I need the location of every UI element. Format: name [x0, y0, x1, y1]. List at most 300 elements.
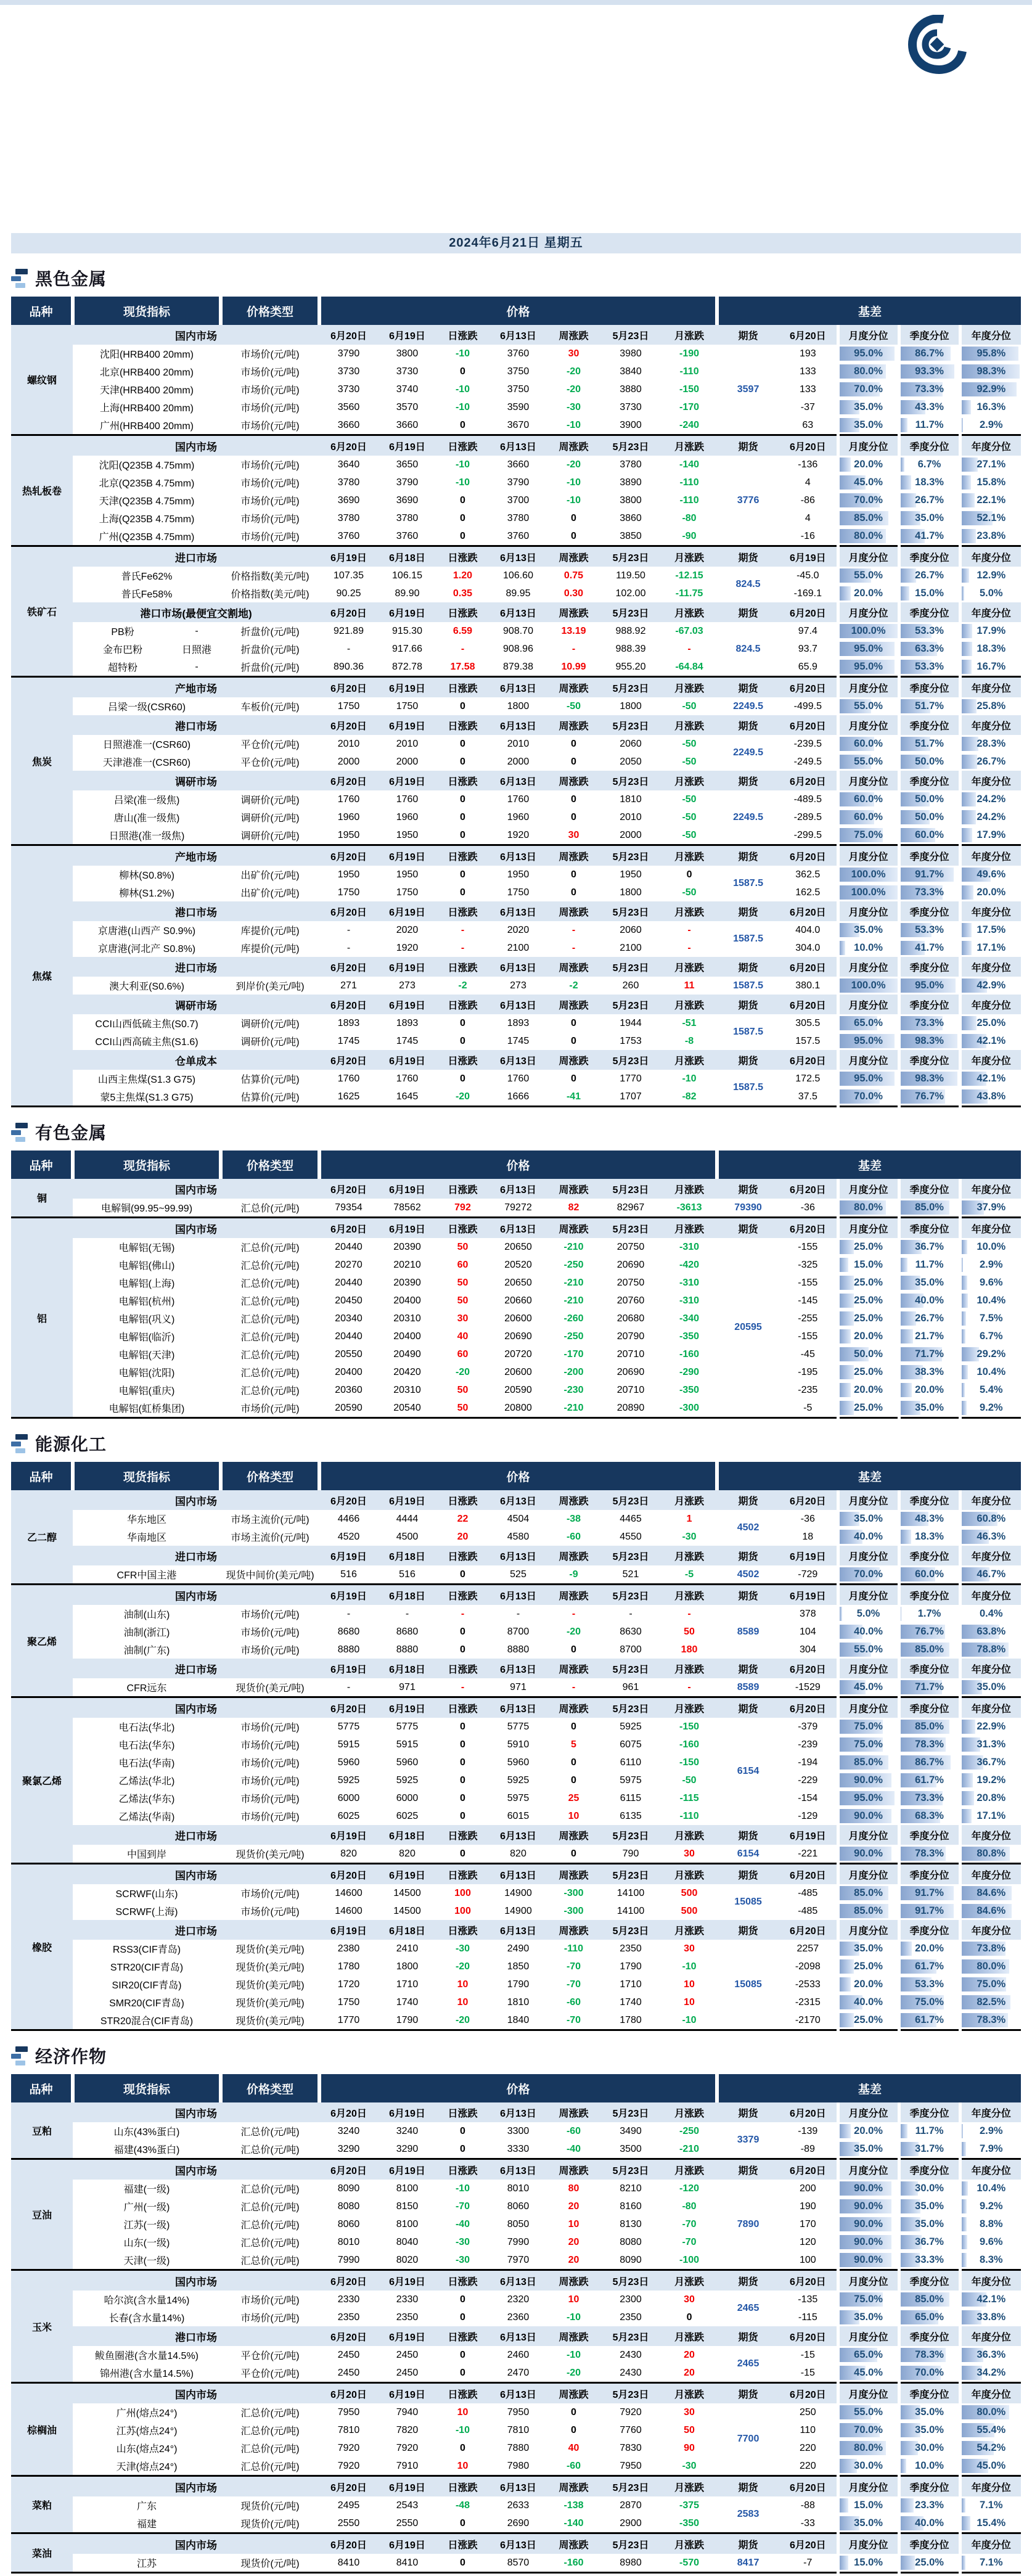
futures-cell: 20595 [717, 1238, 779, 1418]
change-cell: -20 [436, 1363, 489, 1381]
percentile-cell [960, 1789, 1021, 1807]
change-cell: 0 [436, 1641, 489, 1659]
indicator-cell: 油制(山东) [73, 1605, 221, 1623]
market-header-row [11, 677, 1021, 698]
percentile-cell [899, 2251, 960, 2270]
percentile-value: 78.8% [977, 1644, 1005, 1655]
percentile-cell [838, 1032, 899, 1050]
column-header: 6月20日 [779, 1050, 838, 1070]
basis-cell: 18 [779, 1528, 838, 1546]
percentile-value: 29.2% [977, 1348, 1005, 1360]
percentile-value: 100.0% [851, 887, 886, 898]
futures-cell: 15085 [717, 1884, 779, 1920]
percentile-value: 25.0% [854, 2014, 883, 2025]
percentile-cell [838, 1292, 899, 1310]
price-cell: 908.70 [489, 622, 547, 640]
percentile-bar [962, 400, 972, 414]
column-header: 5月23日 [600, 1920, 661, 1940]
percentile-value: 10.4% [977, 2183, 1005, 2194]
percentile-cell [960, 567, 1021, 585]
price-cell: 7760 [600, 2421, 661, 2439]
table-row [11, 1256, 1021, 1274]
price-cell: 20440 [319, 1274, 378, 1292]
column-header: 6月13日 [489, 1659, 547, 1678]
price-cell: 5960 [319, 1754, 378, 1771]
table-row [11, 491, 1021, 509]
change-cell: 50 [661, 1623, 717, 1641]
bullet-bar [15, 269, 28, 274]
change-cell: 40 [547, 2439, 600, 2457]
price-cell: 20750 [600, 1274, 661, 1292]
percentile-cell [899, 1014, 960, 1032]
percentile-value: 20.0% [915, 1384, 944, 1395]
percentile-cell [899, 2403, 960, 2421]
column-header: 日涨跌 [436, 677, 489, 698]
price-cell: 14600 [319, 1884, 378, 1902]
futures-cell: 4502 [717, 1510, 779, 1546]
column-header: 6月20日 [779, 957, 838, 977]
percentile-cell [899, 2011, 960, 2030]
table-row [11, 380, 1021, 398]
price-type-header: 价格类型 [221, 297, 319, 325]
futures-cell: 8417 [717, 2554, 779, 2573]
percentile-cell [960, 2514, 1021, 2533]
percentile-cell [960, 866, 1021, 884]
percentile-value: 73.3% [915, 384, 944, 395]
change-cell: 0 [436, 509, 489, 527]
percentile-bar [962, 457, 978, 472]
column-header: 期货 [717, 2159, 779, 2180]
percentile-cell [838, 474, 899, 491]
price-cell: 8880 [378, 1641, 436, 1659]
percentile-value: 40.0% [854, 1531, 883, 1542]
change-cell: 22 [436, 1510, 489, 1528]
price-cell: 1800 [489, 697, 547, 715]
change-cell: 0 [436, 735, 489, 753]
market-header-row [11, 1920, 1021, 1940]
percentile-value: 15.0% [854, 2557, 883, 2568]
change-cell: -70 [661, 2233, 717, 2251]
column-header: 季度分位 [899, 2476, 960, 2497]
column-header: 周涨跌 [547, 845, 600, 866]
table-row [11, 1014, 1021, 1032]
price-cell: 20760 [600, 1292, 661, 1310]
percentile-bar [962, 642, 973, 656]
column-header: 季度分位 [899, 1659, 960, 1678]
change-cell: -50 [547, 697, 600, 715]
change-cell: 0 [547, 1845, 600, 1864]
market-label: 国内市场 [73, 2533, 319, 2554]
column-header: 月度分位 [838, 435, 899, 456]
change-cell: 180 [661, 1641, 717, 1659]
price-cell: 5775 [378, 1718, 436, 1736]
percentile-cell [838, 1623, 899, 1641]
price-cell: 20270 [319, 1256, 378, 1274]
column-header: 季度分位 [899, 546, 960, 567]
price-cell: 20710 [600, 1345, 661, 1363]
change-cell: 0 [547, 790, 600, 808]
percentile-value: 70.0% [854, 494, 883, 506]
percentile-value: 71.7% [915, 1681, 944, 1692]
percentile-cell [838, 1884, 899, 1902]
table-row [11, 1032, 1021, 1050]
percentile-cell [838, 2011, 899, 2030]
price-cell: 1740 [378, 1993, 436, 2011]
price-cell: 7880 [489, 2439, 547, 2457]
price-cell: 516 [378, 1565, 436, 1585]
column-header: 月涨跌 [661, 2383, 717, 2404]
percentile-cell [899, 1292, 960, 1310]
column-header: 期货 [717, 677, 779, 698]
column-header: 日涨跌 [436, 1697, 489, 1718]
market-header-row [11, 325, 1021, 345]
indicator-cell: STR20(CIF青岛) [73, 1958, 221, 1975]
price-cell: 5925 [378, 1771, 436, 1789]
percentile-value: 90.0% [854, 2236, 883, 2247]
table-row [11, 1884, 1021, 1902]
percentile-cell [899, 1274, 960, 1292]
basis-header: 基差 [717, 297, 1021, 325]
table-row [11, 808, 1021, 826]
price-type-cell: 汇总价(元/吨) [221, 2421, 319, 2439]
change-cell: - [436, 939, 489, 957]
percentile-cell [899, 735, 960, 753]
percentile-cell [899, 363, 960, 380]
column-header: 期货 [717, 771, 779, 790]
percentile-value: 75.0% [854, 2294, 883, 2305]
column-header: 季度分位 [899, 901, 960, 921]
basis-cell: 304 [779, 1641, 838, 1659]
org-name: 兴业期货 [409, 153, 483, 172]
price-cell: 4500 [378, 1528, 436, 1546]
percentile-cell [838, 2364, 899, 2383]
percentile-cell [838, 939, 899, 957]
market-label: 进口市场 [73, 1659, 319, 1678]
change-cell: 0 [547, 866, 600, 884]
price-cell: 3760 [489, 527, 547, 546]
percentile-cell [899, 1807, 960, 1825]
change-cell: -100 [661, 2251, 717, 2270]
percentile-bar [840, 1401, 854, 1415]
percentile-value: 20.0% [854, 2125, 883, 2136]
price-cell: 8050 [489, 2215, 547, 2233]
percentile-bar [901, 418, 907, 432]
basis-cell: 157.5 [779, 1032, 838, 1050]
table-row [11, 2122, 1021, 2140]
table-row [11, 1528, 1021, 1546]
price-type-cell: 估算价(元/吨) [221, 1070, 319, 1088]
price-cell: 14100 [600, 1884, 661, 1902]
change-cell: - [436, 640, 489, 658]
percentile-value: 41.7% [915, 942, 944, 953]
indicator-cell: 电解铝(巩义) [73, 1310, 221, 1327]
column-header: 月涨跌 [661, 2270, 717, 2291]
variety-cell: 铁矿石 [11, 546, 73, 677]
percentile-cell [838, 1274, 899, 1292]
indicator-cell: 柳林(S0.8%) [73, 866, 221, 884]
percentile-value: 20.0% [854, 1384, 883, 1395]
change-cell: 30 [661, 1845, 717, 1864]
basis-cell: 250 [779, 2403, 838, 2421]
percentile-cell [838, 697, 899, 715]
price-cell: 1780 [600, 2011, 661, 2030]
percentile-value: 15.8% [977, 477, 1005, 488]
price-cell: 5975 [489, 1789, 547, 1807]
price-cell: 20650 [489, 1238, 547, 1256]
market-header-row [11, 2533, 1021, 2554]
column-header: 日涨跌 [436, 546, 489, 567]
percentile-cell [960, 2308, 1021, 2326]
column-header: 期货 [717, 845, 779, 866]
percentile-value: 36.7% [915, 2236, 944, 2247]
column-header: 6月19日 [378, 1697, 436, 1718]
percentile-bar [962, 418, 964, 432]
change-cell: 500 [661, 1884, 717, 1902]
column-header: 月度分位 [838, 1825, 899, 1845]
market-label: 国内市场 [73, 1490, 319, 1510]
column-header: 6月20日 [319, 1490, 378, 1510]
indicator-cell: 山东(一级) [73, 2233, 221, 2251]
column-header: 年度分位 [960, 2102, 1021, 2122]
percentile-cell [838, 1310, 899, 1327]
column-header: 年度分位 [960, 1585, 1021, 1606]
change-cell: -41 [547, 1088, 600, 1107]
column-header: 月涨跌 [661, 1864, 717, 1885]
percentile-cell [838, 1975, 899, 1993]
column-header: 月涨跌 [661, 2326, 717, 2346]
indicator-cell: 江苏 [73, 2554, 221, 2573]
change-cell: 10.99 [547, 658, 600, 677]
basis-cell: -169.1 [779, 585, 838, 602]
price-type-cell: 市场价(元/吨) [221, 1789, 319, 1807]
change-cell: -10 [547, 2346, 600, 2364]
change-cell: -210 [547, 1399, 600, 1418]
percentile-value: 49.6% [977, 869, 1005, 880]
column-header: 年度分位 [960, 2270, 1021, 2291]
price-cell: 1770 [319, 2011, 378, 2030]
column-header: 5月23日 [600, 901, 661, 921]
column-header: 6月13日 [489, 901, 547, 921]
column-header: 月度分位 [838, 1920, 899, 1940]
percentile-value: 70.0% [915, 2367, 944, 2378]
change-cell: 0 [547, 527, 600, 546]
percentile-value: 36.3% [977, 2349, 1005, 2360]
percentile-value: 86.7% [915, 1757, 944, 1768]
change-cell: 0 [547, 808, 600, 826]
percentile-value: 63.8% [977, 1626, 1005, 1637]
percentile-value: 25.0% [854, 1402, 883, 1413]
price-cell: 5775 [319, 1718, 378, 1736]
percentile-value: 10.0% [915, 2460, 944, 2471]
price-cell: 3240 [319, 2122, 378, 2140]
change-cell: 17.58 [436, 658, 489, 677]
price-cell: 2460 [489, 2346, 547, 2364]
price-cell: 5960 [378, 1754, 436, 1771]
price-cell: 525 [489, 1565, 547, 1585]
market-label: 调研市场 [73, 995, 319, 1014]
futures-cell: 2465 [717, 2346, 779, 2383]
column-header: 5月23日 [600, 1179, 661, 1199]
percentile-value: 95.8% [977, 348, 1005, 359]
price-type-cell: 估算价(元/吨) [221, 1088, 319, 1107]
change-cell: -3613 [661, 1199, 717, 1218]
change-cell: -160 [661, 1345, 717, 1363]
percentile-bar [840, 1383, 851, 1397]
bullet-bar [15, 283, 25, 288]
column-header: 5月23日 [600, 2476, 661, 2497]
basis-cell: 104 [779, 1623, 838, 1641]
column-header: 5月23日 [600, 602, 661, 622]
basis-cell: -37 [779, 398, 838, 416]
percentile-bar [840, 1977, 851, 1991]
change-cell: -290 [661, 1363, 717, 1381]
basis-header: 基差 [717, 1151, 1021, 1179]
change-cell: - [661, 1605, 717, 1623]
percentile-bar [962, 1401, 967, 1415]
column-header: 季度分位 [899, 1546, 960, 1565]
price-cell: 1950 [489, 866, 547, 884]
change-cell: -10 [661, 2011, 717, 2030]
column-header: 6月20日 [319, 2476, 378, 2497]
percentile-cell [960, 2364, 1021, 2383]
table-row [11, 939, 1021, 957]
change-cell: - [661, 921, 717, 939]
bullet-bar [15, 1434, 28, 1440]
section-title [11, 1120, 1021, 1144]
variety-cell: 乙二醇 [11, 1490, 73, 1585]
percentile-bar [962, 1720, 975, 1734]
price-cell: 2050 [600, 753, 661, 771]
change-cell: 0 [436, 2308, 489, 2326]
price-cell: 3650 [378, 456, 436, 474]
change-cell: 0 [436, 416, 489, 435]
futures-cell: 6154 [717, 1718, 779, 1825]
column-header: 月度分位 [838, 2476, 899, 2497]
table-row [11, 2439, 1021, 2457]
market-label: 进口市场 [73, 1546, 319, 1565]
price-cell: 20400 [378, 1292, 436, 1310]
bullet-bar [15, 1137, 25, 1142]
column-header: 6月19日 [378, 2533, 436, 2554]
table-row [11, 1623, 1021, 1641]
percentile-cell [838, 1958, 899, 1975]
percentile-value: 55.4% [977, 2424, 1005, 2435]
percentile-cell [838, 1345, 899, 1363]
change-cell: 25 [547, 1789, 600, 1807]
change-cell: -30 [547, 398, 600, 416]
column-header: 6月20日 [779, 771, 838, 790]
change-cell: 1.20 [436, 567, 489, 585]
indicator-cell: 北京(Q235B 4.75mm) [73, 474, 221, 491]
column-header: 6月19日 [378, 2383, 436, 2404]
price-type-cell: 市场价(元/吨) [221, 1623, 319, 1641]
column-header: 6月13日 [489, 435, 547, 456]
percentile-cell [899, 1032, 960, 1050]
percentile-value: 75.0% [915, 1996, 944, 2008]
price-cell: 8150 [378, 2197, 436, 2215]
price-cell: 4465 [600, 1510, 661, 1528]
price-cell: 20420 [378, 1363, 436, 1381]
percentile-bar [962, 1809, 972, 1823]
change-cell: 10 [661, 1993, 717, 2011]
change-cell: 500 [661, 1902, 717, 1920]
indicator-cell: 天津港准一(CSR60) [73, 753, 221, 771]
percentile-cell [960, 474, 1021, 491]
column-header: 6月13日 [489, 2383, 547, 2404]
percentile-cell [899, 790, 960, 808]
column-header: 期货 [717, 995, 779, 1014]
table-row [11, 2140, 1021, 2159]
percentile-cell [899, 1070, 960, 1088]
change-cell: -110 [661, 474, 717, 491]
price-cell: 90.25 [319, 585, 378, 602]
percentile-cell [960, 1381, 1021, 1399]
percentile-bar [840, 1959, 854, 1974]
column-header: 6月20日 [779, 435, 838, 456]
column-header: 月度分位 [838, 1218, 899, 1239]
price-cell: 6075 [600, 1736, 661, 1754]
price-cell: 1800 [600, 697, 661, 715]
percentile-value: 76.7% [915, 1626, 944, 1637]
percentile-cell [899, 697, 960, 715]
percentile-value: 35.0% [915, 1402, 944, 1413]
change-cell: 0 [547, 2421, 600, 2439]
indicator-cell: 澳大利亚(S0.6%) [73, 977, 221, 995]
price-type-cell: 库提价(元/吨) [221, 921, 319, 939]
table-row [11, 697, 1021, 715]
variety-cell: 热轧板卷 [11, 435, 73, 546]
column-header: 6月20日 [319, 602, 378, 622]
price-cell: 3700 [489, 491, 547, 509]
indicator-cell: 天津(Q235B 4.75mm) [73, 491, 221, 509]
price-cell: 3690 [378, 491, 436, 509]
column-header: 年度分位 [960, 2326, 1021, 2346]
market-label: 国内市场 [73, 2159, 319, 2180]
percentile-cell [899, 1993, 960, 2011]
column-header: 6月19日 [319, 1825, 378, 1845]
percentile-cell [899, 2140, 960, 2159]
percentile-cell [899, 1256, 960, 1274]
percentile-value: 91.7% [915, 1905, 944, 1916]
change-cell: -20 [547, 456, 600, 474]
price-cell: - [319, 1678, 378, 1697]
percentile-cell [960, 1238, 1021, 1256]
change-cell: -310 [661, 1238, 717, 1256]
change-cell: -350 [661, 1381, 717, 1399]
price-cell: 1710 [600, 1975, 661, 1993]
table-row [11, 1310, 1021, 1327]
column-header: 6月20日 [319, 677, 378, 698]
change-cell: -310 [661, 1274, 717, 1292]
percentile-cell [838, 2554, 899, 2573]
variety-cell: 菜油 [11, 2533, 73, 2573]
indicator-cell: 日照港(准一级焦) [73, 826, 221, 845]
percentile-value: 95.0% [854, 1792, 883, 1803]
column-header: 周涨跌 [547, 1920, 600, 1940]
price-table [11, 1151, 1021, 1419]
market-header-row [11, 2102, 1021, 2122]
indicator-cell [73, 658, 221, 677]
change-cell: -10 [436, 2180, 489, 2197]
change-cell: -38 [547, 1510, 600, 1528]
basis-cell: -155 [779, 1238, 838, 1256]
table-row [11, 2364, 1021, 2383]
futures-cell: 1587.5 [717, 1014, 779, 1050]
percentile-cell [960, 1274, 1021, 1292]
percentile-value: 50.0% [915, 811, 944, 822]
change-cell: 100 [436, 1884, 489, 1902]
column-header: 季度分位 [899, 1697, 960, 1718]
